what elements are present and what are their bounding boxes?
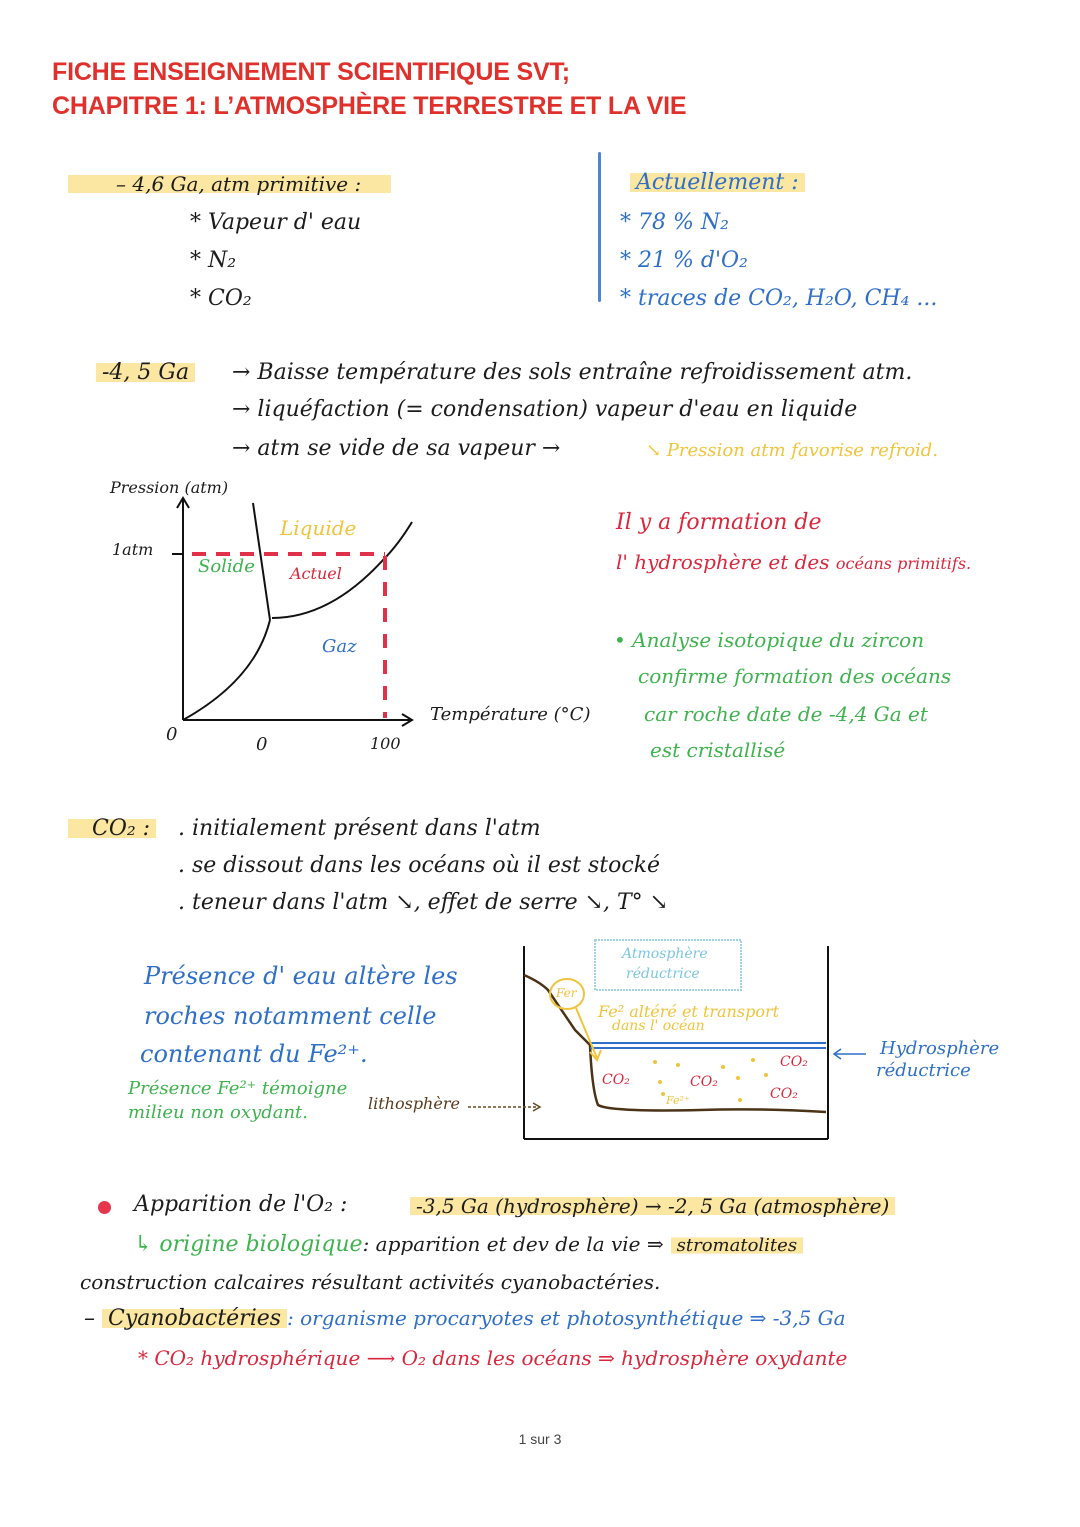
co2-line-1: . initialement présent dans l'atm [178,816,541,841]
zircon-note-line3: car roche date de -4,4 Ga et [644,702,928,726]
hydrosphere-note-line1: Il y a formation de [616,510,822,535]
oxygen-timeline: -3,5 Ga (hydrosphère) → -2, 5 Ga (atmosphère) [410,1194,895,1218]
current-item-3: * traces de CO₂, H₂O, CH₄ ... [620,286,938,311]
primitive-item-3: * CO₂ [190,286,252,311]
weathering-line-3: contenant du Fe²⁺. [140,1040,368,1068]
bullet-dot [98,1201,111,1214]
fusion-curve [253,503,270,620]
page-number: 1 sur 3 [518,1431,562,1447]
co2-label-3: CO₂ [780,1054,808,1070]
zircon-note-line2: confirme formation des océans [638,664,952,688]
co2-line-3: . teneur dans l'atm ↘, effet de serre ↘, T° ↘ [178,890,669,915]
cyano-line: – Cyanobactéries : organisme procaryotes et photosynthétique ⇒ -3,5 Ga [84,1306,846,1331]
zircon-note-line4: est cristallisé [650,738,786,762]
lithosphere-label: lithosphère [368,1094,460,1113]
x-axis-label: Température (°C) [430,704,591,725]
fe-ion-label: Fe²⁺ [666,1094,690,1107]
region-liquid: Liquide [280,516,357,540]
atmosphere-box-line1: Atmosphère [622,946,708,962]
origin-label: 0 [166,724,178,745]
cooling-line-3: → atm se vide de sa vapeur → [232,436,561,461]
hydrosphere-label-line2: réductrice [876,1060,971,1081]
co2-label-2: CO₂ [690,1074,718,1090]
vaporisation-curve [272,522,412,618]
hydrosphere-label-line1: Hydrosphère [880,1038,1000,1059]
primitive-atm-heading: – 4,6 Ga, atm primitive : [68,172,480,196]
fe-witness-line-2: milieu non oxydant. [128,1102,309,1123]
cooling-line-2: → liquéfaction (= condensation) vapeur d'eau en liquide [232,397,858,422]
x-tick-0: 0 [256,734,268,755]
region-gas: Gaz [322,636,357,657]
zircon-note-line1: • Analyse isotopique du zircon [614,628,925,652]
y-tick-1atm: 1atm [112,540,154,559]
fe-note-line1: Fe² altéré et transport [598,1002,780,1021]
x-tick-100: 100 [370,734,401,753]
cooling-date: -4, 5 Ga [96,360,195,385]
co2-line-2: . se dissout dans les océans où il est stocké [178,853,661,878]
weathering-line-2: roches notamment celle [144,1002,437,1030]
co2-label-4: CO₂ [770,1086,798,1102]
region-current: Actuel [290,564,342,583]
co2-label: CO₂ : [68,816,156,841]
co2-label-1: CO₂ [602,1072,630,1088]
fe-note-line2: dans l' océan [612,1018,705,1034]
hydrosphere-note-line2: l' hydrosphère et des océans primitifs. [616,550,972,574]
weathering-line-1: Présence d' eau altère les [144,962,458,990]
co2-to-o2-line: * CO₂ hydrosphérique ⟶ O₂ dans les océans ⇒ hydrosphère oxydante [138,1346,848,1370]
pressure-note: ↘ Pression atm favorise refroid. [646,440,939,461]
current-item-2: * 21 % d'O₂ [620,248,748,273]
current-atm-heading: Actuellement : [630,170,805,195]
document-title-line1: FICHE ENSEIGNEMENT SCIENTIFIQUE SVT; [52,58,570,86]
sublimation-curve [183,620,270,720]
atmosphere-box-line2: réductrice [626,966,700,982]
document-title-line2: CHAPITRE 1: L’ATMOSPHÈRE TERRESTRE ET LA VIE [52,92,687,120]
primitive-item-2: * N₂ [190,248,237,273]
origin-line: ↳ origine biologique: apparition et dev de la vie ⇒ stromatolites [134,1232,803,1257]
y-axis-label: Pression (atm) [110,478,229,497]
primitive-item-1: * Vapeur d' eau [190,210,362,235]
construction-line: construction calcaires résultant activités cyanobactéries. [80,1270,661,1294]
region-solid: Solide [198,556,255,577]
fer-label: Fer [556,986,577,1000]
cooling-line-1: → Baisse température des sols entraîne refroidissement atm. [232,360,913,385]
current-item-1: * 78 % N₂ [620,210,729,235]
oxygen-heading: Apparition de l'O₂ : [134,1192,348,1217]
fe-witness-line-1: Présence Fe²⁺ témoigne [128,1078,348,1099]
